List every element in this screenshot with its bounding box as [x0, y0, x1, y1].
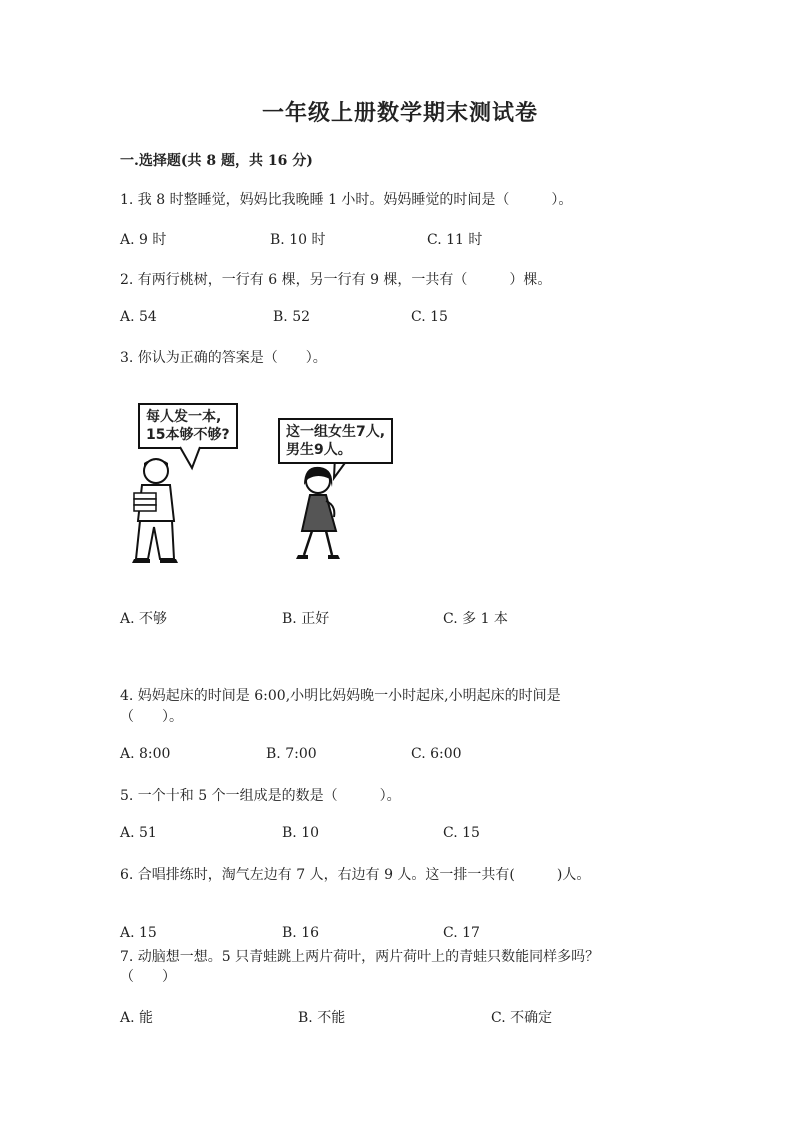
- question-4-text: 4. 妈妈起床的时间是 6:00,小明比妈妈晚一小时起床,小明起床的时间是: [120, 688, 561, 704]
- question-2-option-c[interactable]: C. 15: [411, 309, 448, 325]
- question-5-text: 5. 一个十和 5 个一组成是的数是（ ）。: [120, 788, 401, 804]
- boy-holding-books-icon: [122, 455, 192, 565]
- question-6-text: 6. 合唱排练时，淘气左边有 7 人，右边有 9 人。这一排一共有( )人。: [120, 867, 591, 883]
- girl-walking-icon: [290, 465, 350, 565]
- question-4-option-a[interactable]: A. 8:00: [120, 746, 171, 762]
- question-7-option-a[interactable]: A. 能: [120, 1010, 154, 1026]
- section-heading: 一.选择题(共 8 题，共 16 分): [120, 153, 313, 169]
- question-7-text: 7. 动脑想一想。5 只青蛙跳上两片荷叶，两片荷叶上的青蛙只数能同样多吗？: [120, 949, 600, 965]
- question-3-text: 3. 你认为正确的答案是（ ）。: [120, 350, 327, 366]
- question-1-text: 1. 我 8 时整睡觉，妈妈比我晚睡 1 小时。妈妈睡觉的时间是（ ）。: [120, 192, 573, 208]
- question-4-text-continued: （ ）。: [120, 709, 183, 725]
- question-6-option-b[interactable]: B. 16: [282, 925, 320, 941]
- question-4-option-c[interactable]: C. 6:00: [411, 746, 462, 762]
- question-5-option-b[interactable]: B. 10: [282, 825, 320, 841]
- page-title: 一年级上册数学期末测试卷: [261, 100, 538, 126]
- question-1-option-c[interactable]: C. 11 时: [427, 232, 483, 248]
- question-1-option-b[interactable]: B. 10 时: [270, 232, 326, 248]
- question-6-option-a[interactable]: A. 15: [120, 925, 157, 941]
- question-5-option-a[interactable]: A. 51: [120, 825, 157, 841]
- boy-speech-bubble: 每人发一本, 15本够不够?: [138, 403, 238, 449]
- question-3-option-a[interactable]: A. 不够: [120, 611, 168, 627]
- question-3-option-c[interactable]: C. 多 1 本: [443, 611, 508, 627]
- question-4-option-b[interactable]: B. 7:00: [266, 746, 317, 762]
- question-1-option-a[interactable]: A. 9 时: [120, 232, 167, 248]
- question-7-text-continued: （ ）: [120, 969, 176, 985]
- question-3-option-b[interactable]: B. 正好: [282, 611, 330, 627]
- question-6-option-c[interactable]: C. 17: [443, 925, 480, 941]
- question-2-text: 2. 有两行桃树，一行有 6 棵，另一行有 9 棵，一共有（ ）棵。: [120, 272, 552, 288]
- girl-speech-bubble: 这一组女生7人, 男生9人。: [278, 418, 393, 464]
- question-7-option-b[interactable]: B. 不能: [298, 1010, 346, 1026]
- question-2-option-b[interactable]: B. 52: [273, 309, 311, 325]
- question-5-option-c[interactable]: C. 15: [443, 825, 480, 841]
- question-2-option-a[interactable]: A. 54: [120, 309, 157, 325]
- question-7-option-c[interactable]: C. 不确定: [491, 1010, 553, 1026]
